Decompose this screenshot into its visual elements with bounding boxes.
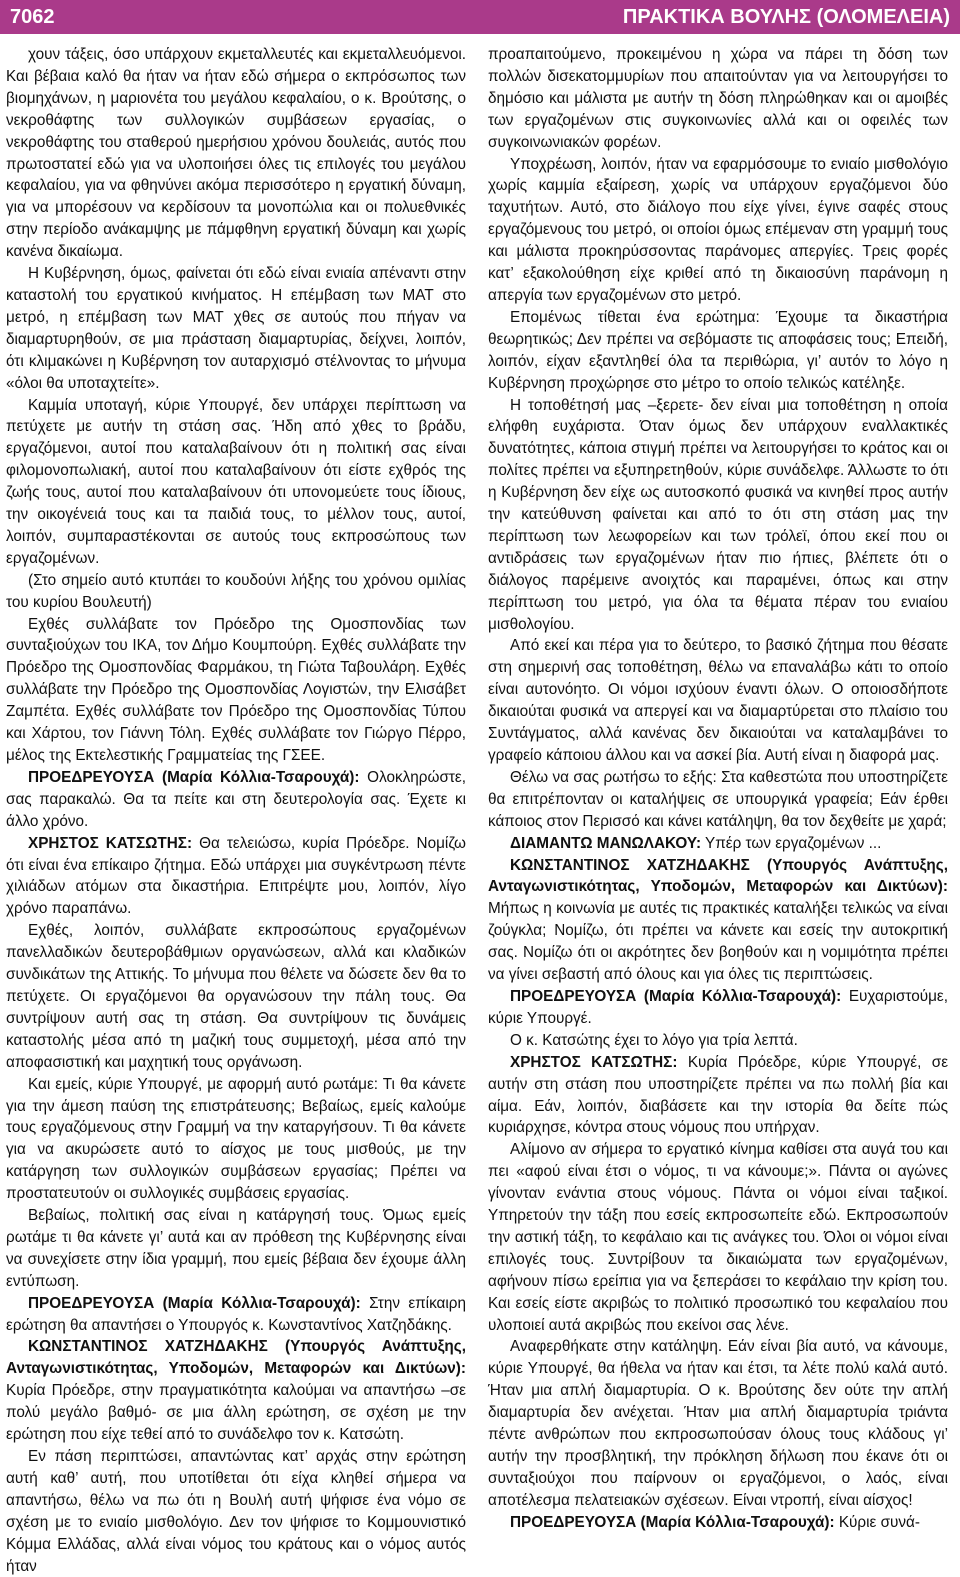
- paragraph: [6, 767, 466, 833]
- paragraph-text: Θέλω να σας ρωτήσω το εξής: Στα καθεστώτα που υποστηρίζετε θα επιτρέπονταν οι καταλήψεις σε υπουργικά γραφεία; Εάν έρθει κάποιος στον Περισσό και κάνει κατάληψη, θα τον δεχθείτε με χαρά;: [488, 768, 948, 830]
- speaker-name: ΚΩΝΣΤΑΝΤΙΝΟΣ ΧΑΤΖΗΔΑΚΗΣ (Υπουργός Ανάπτυξης, Ανταγωνιστικότητας, Υποδομών, Μεταφορών και Δικτύων):: [6, 1338, 466, 1378]
- paragraph: [488, 1336, 948, 1511]
- paragraph-text: Από εκεί και πέρα για το δεύτερο, το βασικό ζήτημα που θέσατε στη σημερινή σας τοποθέτηση, θέλω να επαναλάβω κάτι το οποίο είναι αυτονόητο. Οι νόμοι ισχύουν έναντι όλων. Ο οποιοσδήποτε δικαιούται φυσικά να απεργεί και να διαμαρτύρεται στο πλαίσιο του Συντάγματος, αλλά κανένας δεν δικαιούται να καταλαμβάνει το γραφείο κάποιου άλλου και να ασκεί βία. Αυτή είναι η διαφορά μας.: [488, 637, 948, 764]
- paragraph-text: Ολοκληρώστε, σας παρακαλώ. Θα τα πείτε και στη δευτερολογία σας. Έχετε κι άλλο χρόνο.: [6, 768, 466, 830]
- paragraph-text: Ο κ. Κατσώτης έχει το λόγο για τρία λεπτά.: [510, 1031, 798, 1049]
- speaker-name: ΔΙΑΜΑΝΤΩ ΜΑΝΩΛΑΚΟΥ:: [510, 834, 702, 852]
- paragraph: [488, 986, 948, 1030]
- page-header: [0, 0, 960, 34]
- paragraph: [488, 1052, 948, 1140]
- paragraph-text: Κυρία Πρόεδρε, κύριε Υπουργέ, σε αυτήν στη στάση που υποστηρίζετε πρέπει να πω πολλή βία και αίμα. Εάν, λοιπόν, διαβάσετε και την ιστορία θα δείτε πώς κυριάρχησε, κόντρα στους νόμους που υπήρχαν.: [488, 1053, 949, 1137]
- paragraph: [6, 1074, 466, 1205]
- speaker-name: ΠΡΟΕΔΡΕΥΟΥΣΑ (Μαρία Κόλλια-Τσαρουχά):: [28, 1294, 361, 1312]
- paragraph-text: Κύριε συνά-: [838, 1513, 920, 1531]
- paragraph: [6, 1205, 466, 1293]
- paragraph-text: Βεβαίως, πολιτική σας είναι η κατάργησή τους. Όμως εμείς ρωτάμε τι θα κάνετε γι’ αυτά και αν πρόθεση της Κυβέρνησης είναι να συνεχίσετε στην ίδια γραμμή, που εμείς βέβαια δεν έχουμε άλλη εντύπωση.: [6, 1207, 466, 1290]
- paragraph-text: Επομένως τίθεται ένα ερώτημα: Έχουμε τα δικαστήρια θεωρητικώς; Δεν πρέπει να σεβόμαστε τις αποφάσεις τους; Επειδή, λοιπόν, είχαν εξαντληθεί όλα τα περιθώρια, γι’ αυτόν το λόγο η Κυβέρνηση προχώρησε στο μέτρο το οποίο τελικώς κατέληξε.: [488, 308, 948, 392]
- paragraph: [6, 833, 466, 921]
- paragraph-text: χουν τάξεις, όσο υπάρχουν εκμεταλλευτές και εκμεταλλευόμενοι. Και βέβαια καλό θα ήταν να ήταν εδώ σήμερα ο εκπρόσωπος των βιομηχάνων, η μαριονέτα του μεγάλου κεφαλαίου, ο κ. Βρούτσης, ο νεκροθάφτης των συλλογικών συμβάσεων εργασίας, ο νεκροθάφτης του σταθερού ημερήσιου χρόνου δουλειάς, αυτός που πρωτοστατεί εδώ για να υλοποιήσει όλες τις επιλογές του μεγάλου κεφαλαίου, για να φθηνύνει ακόμα περισσότερο η εργατική δύναμη, για να μπορέσουν να κερδίσουν τα μονοπώλια και οι πολυεθνικές στην περίοδο ανάκαμψης με πάμφθηνη εργατική δύναμη και χωρίς κανένα δικαίωμα.: [6, 46, 466, 261]
- paragraph-text: Θα τελειώσω, κυρία Πρόεδρε. Νομίζω ότι είναι ένα επίκαιρο ζήτημα. Εδώ υπάρχει μια συγκέντρωση πέντε χιλιάδων ατόμων στα δικαστήρια. Επιτρέψτε μου, λοιπόν, λίγο χρόνο παραπάνω.: [6, 834, 466, 918]
- paragraph-text: Υποχρέωση, λοιπόν, ήταν να εφαρμόσουμε το ενιαίο μισθολόγιο χωρίς καμμία εξαίρεση, χωρίς να υπάρχουν εργαζόμενοι δύο ταχυτήτων. Αυτό, στο διάλογο που είχε γίνει, έγινε σαφές στους εργαζόμενους του μετρό, οι οποίοι όμως επέμεναν στη γραμμή τους και μάλιστα προκηρύσσοντας παράνομες απεργίες. Τρεις φορές κατ’ εξακολούθηση είχε κριθεί από τη δικαιοσύνη παράνομη η απεργία των εργαζομένων στο μετρό.: [488, 155, 948, 304]
- speaker-name: ΧΡΗΣΤΟΣ ΚΑΤΣΩΤΗΣ:: [28, 834, 193, 852]
- paragraph-text: Η τοποθέτησή μας –ξερετε- δεν είναι μια τοποθέτηση η οποία ελήφθη ευχάριστα. Όταν όμως δεν υπάρχουν εναλλακτικές δυνατότητες, κάποια στιγμή πρέπει να λειτουργήσει το κράτος και οι πολίτες πρέπει να εξυπηρετηθούν, κύριε συνάδελφε. Άλλωστε το ότι η Κυβέρνηση δεν είχε ως αυτοσκοπό φυσικά να κινηθεί προς αυτήν την κατεύθυνση φαίνεται και από το ότι στη στάση μας την περίπτωση των λεωφορείων και των τρόλεϊ, όπου εκεί που οι αντιδράσεις των εργαζομένων ήταν πιο ήπιες, βλέπετε ότι ο διάλογος παρέμεινε ανοιχτός και παραμένει, όπως και στην περίπτωση του μετρό, για όλα τα θέματα πέραν του ενιαίου μισθολογίου.: [488, 396, 948, 633]
- paragraph-text: Εν πάση περιπτώσει, απαντώντας κατ’ αρχάς στην ερώτηση αυτή καθ’ αυτή, που υποτίθεται ότι είχα κληθεί σήμερα να απαντήσω, θέλω να πω ότι η Βουλή αυτή ψήφισε ένα νόμο σε σχέση με το ενιαίο μισθολόγιο. Δεν τον ψήφισε το Κομμουνιστικό Κόμμα Ελλάδας, αλλά είναι νόμος του κράτους και ο νόμος αυτός ήταν: [6, 1448, 466, 1575]
- paragraph-text: Υπέρ των εργαζομένων ...: [705, 834, 882, 852]
- speaker-name: ΠΡΟΕΔΡΕΥΟΥΣΑ (Μαρία Κόλλια-Τσαρουχά):: [510, 1513, 835, 1531]
- speaker-name: ΚΩΝΣΤΑΝΤΙΝΟΣ ΧΑΤΖΗΔΑΚΗΣ (Υπουργός Ανάπτυξης, Ανταγωνιστικότητας, Υποδομών, Μεταφορών και Δικτύων):: [488, 856, 948, 896]
- paragraph: [488, 833, 948, 855]
- paragraph-text: Αναφερθήκατε στην κατάληψη. Εάν είναι βία αυτό, να κάνουμε, κύριε Υπουργέ, θα ήθελα να ήταν και έτσι, τα λέτε πολύ καλά αυτό. Ήταν μια απλή διαμαρτυρία. Ο κ. Βρούτσης δεν ούτε την απλή διαμαρτυρία δεν ανέχεται. Ήταν μια απλή διαμαρτυρία τριάντα πέντε ανθρώπων που εκπροσωπούσαν όλους τους κλάδους γι’ αυτήν την προσβλητική, την πρόκληση δήλωση που έκανε ότι οι συνταξιούχοι που παίρνουν οι εργαζόμενοι, ο λαός, είναι αποτέλεσμα πελατειακών σχέσεων. Είναι ντροπή, είναι αίσχος!: [488, 1338, 948, 1509]
- paragraph-text: (Στο σημείο αυτό κτυπάει το κουδούνι λήξης του χρόνου ομιλίας του κυρίου Βουλευτή): [6, 571, 466, 611]
- paragraph: [488, 635, 948, 766]
- paragraph-text: Μήπως η κοινωνία με αυτές τις πρακτικές καταλήξει τελικώς να είναι ζούγκλα; Νομίζω, ότι πρέπει να κάνετε και εσείς την αυτοκριτική σας. Νομίζω ότι οι ακρότητες δεν βοηθούν και η νομιμότητα πρέπει να γίνει σεβαστή από όλους και για όλες τις περιπτώσεις.: [488, 900, 948, 984]
- paragraph-text: προαπαιτούμενο, προκειμένου η χώρα να πάρει τη δόση των πολλών δισεκατομμυρίων που απαιτούνταν για να λειτουργήσει το δημόσιο και μάλιστα με αυτήν τη δόση πληρώθηκαν και οι αμοιβές των εργαζομένων στις συγκοινωνίες αλλά και οι οφειλές των συγκοινωνιακών φορέων.: [488, 46, 948, 151]
- speaker-name: ΧΡΗΣΤΟΣ ΚΑΤΣΩΤΗΣ:: [510, 1053, 678, 1071]
- page-number: 7062: [10, 5, 55, 28]
- paragraph: [6, 1293, 466, 1337]
- paragraph-text: Κυρία Πρόεδρε, στην πραγματικότητα καλούμαι να απαντήσω –σε πολύ μεγάλο βαθμό- σε μια άλλη ερώτηση, σε σχέση με την ερώτηση που είχε τεθεί από το συνάδελφο τον κ. Κατσώτη.: [6, 1382, 466, 1444]
- paragraph: [488, 855, 948, 986]
- paragraph: [6, 44, 466, 263]
- paragraph-text: Εχθές συλλάβατε τον Πρόεδρο της Ομοσπονδίας των συνταξιούχων του ΙΚΑ, τον Δήμο Κουμπούρη. Εχθές συλλάβατε την Πρόεδρο της Ομοσπονδίας Φαρμάκου, τη Γιώτα Ταβουλάρη. Εχθές συλλάβατε την Πρόεδρο της Ομοσπονδίας Λογιστών, την Ελισάβετ Ζαμπέτα. Εχθές συλλάβατε τον Πρόεδρο της Ομοσπονδίας Τύπου και Χάρτου, τον Γιάννη Τόλη. Εχθές συλλάβατε τον Γιώργο Πέρρο, μέλος της Εκτελεστικής Γραμματείας της ΓΣΕΕ.: [6, 615, 466, 764]
- paragraph: [488, 1139, 948, 1336]
- publication-title: ΠΡΑΚΤΙΚΑ ΒΟΥΛΗΣ (ΟΛΟΜΕΛΕΙΑ): [622, 5, 950, 28]
- paragraph: [6, 263, 466, 394]
- paragraph: [6, 614, 466, 767]
- paragraph-text: Ευχαριστούμε, κύριε Υπουργέ.: [488, 987, 948, 1027]
- paragraph-text: Αλίμονο αν σήμερα το εργατικό κίνημα καθίσει στα αυγά του και πει «αφού είναι έτσι ο νόμος, τι να κάνουμε;». Πάντα οι αγώνες γίνονταν ενάντια στους νόμους. Πάντα οι νόμοι είναι ταξικοί. Υπηρετούν την τάξη που εσείς εκπροσωπείτε εδώ. Εκπροσωπούν την αστική τάξη, το κεφάλαιο και τις ανάγκες του. Όλοι οι νόμοι είναι επιλογές τους. Συντρίβουν τα δικαιώματα των εργαζομένων, αφήνουν πίσω ερείπια για να ξεπεράσει το κεφάλαιο την κρίση του. Και εσείς είστε ακριβώς το πολιτικό προσωπικό του κεφαλαίου που υλοποιεί αυτά ακριβώς που εκείνοι σας λένε.: [488, 1141, 948, 1334]
- paragraph-text: Καμμία υποταγή, κύριε Υπουργέ, δεν υπάρχει περίπτωση να πετύχετε με αυτήν τη στάση σας. Ήδη από χθες το βράδυ, εργαζόμενοι, αυτοί που καταλαβαίνουν ότι η πολιτική σας είναι φιλομονοπωλιακή, αυτοί που καταλαβαίνουν ότι είστε εχθρός της ζωής τους, αυτοί που καταλαβαίνουν ότι υπονομεύετε τους ίδιους, την οικογένειά τους και τα παιδιά τους, το μέλλον τους, αυτοί, λοιπόν, συμπαραστέκονται σε αυτούς τους εκπροσώπους των εργαζομένων.: [6, 396, 466, 567]
- right-column: [488, 44, 948, 1534]
- paragraph: [488, 154, 948, 307]
- speaker-name: ΠΡΟΕΔΡΕΥΟΥΣΑ (Μαρία Κόλλια-Τσαρουχά):: [28, 768, 360, 786]
- paragraph: [488, 44, 948, 154]
- text-columns: [0, 44, 960, 1575]
- paragraph: [488, 767, 948, 833]
- paragraph: [6, 920, 466, 1073]
- paragraph: [488, 395, 948, 636]
- paragraph-text: Η Κυβέρνηση, όμως, φαίνεται ότι εδώ είναι ενιαία απέναντι στην καταστολή του εργατικού κινήματος. Η επέμβαση των ΜΑΤ στο μετρό, η επέμβαση των ΜΑΤ χθες σε αυτούς που πήγαν να διαμαρτυρηθούν, σε μια πράσταση διαμαρτυρίας, δείχνει, λοιπόν, ότι κλιμακώνει η Κυβέρνηση τον αυταρχισμό στέλνοντας το μήνυμα «όλοι θα υποταχτείτε».: [6, 265, 466, 392]
- paragraph: [6, 1336, 466, 1446]
- paragraph: [6, 395, 466, 570]
- paragraph: [488, 307, 948, 395]
- paragraph-text: Στην επίκαιρη ερώτηση θα απαντήσει ο Υπουργός κ. Κωνσταντίνος Χατζηδάκης.: [6, 1294, 466, 1334]
- left-column: [6, 44, 466, 1577]
- speaker-name: ΠΡΟΕΔΡΕΥΟΥΣΑ (Μαρία Κόλλια-Τσαρουχά):: [510, 987, 842, 1005]
- paragraph: [488, 1030, 948, 1052]
- paragraph: [488, 1512, 948, 1534]
- paragraph: [6, 1446, 466, 1577]
- paragraph: [6, 570, 466, 614]
- paragraph-text: Εχθές, λοιπόν, συλλάβατε εκπροσώπους εργαζομένων πανελλαδικών δευτεροβάθμιων οργανώσεων, αλλά και κλαδικών συνδικάτων της Αττικής. Το μήνυμα που θέλετε να δώσετε δεν θα το πετύχετε. Οι εργαζόμενοι θα οργανώσουν την πάλη τους. Θα συντρίψουν αυτή σας τη στάση. Θα συντρίψουν τις δυνάμεις καταστολής μέσα από τη μαζική τους συμμετοχή, μέσα από την αποφασιστική και μαχητική τους οργάνωση.: [6, 922, 466, 1071]
- paragraph-text: Και εμείς, κύριε Υπουργέ, με αφορμή αυτό ρωτάμε: Τι θα κάνετε για την άμεση παύση της επιστράτευσης; Βεβαίως, εμείς καλούμε τους εργαζόμενους στην Γραμμή να την καταργήσουν. Τι θα κάνετε για να ακυρώσετε αυτό το αίσχος με τους μισθούς, με την κατάργηση των συλλογικών συμβάσεων εργασίας; Πρέπει να προστατευτούν οι συλλογικές συμβάσεις εργασίας.: [6, 1075, 466, 1203]
